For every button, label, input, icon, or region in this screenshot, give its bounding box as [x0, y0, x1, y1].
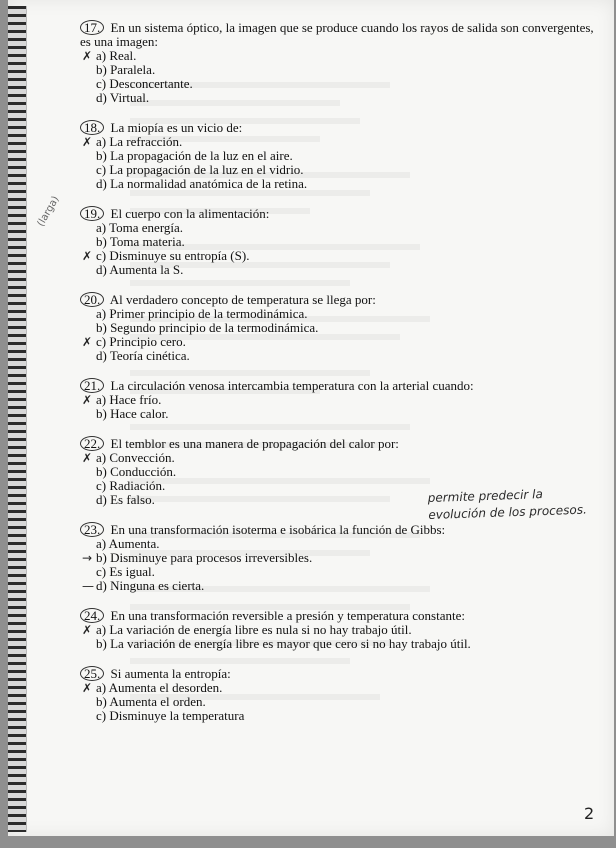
option-text: c) Es igual.	[96, 564, 155, 579]
option-text: d) La normalidad anatómica de la retina.	[96, 176, 308, 191]
answer-option	[96, 349, 600, 363]
question-text: El cuerpo con la alimentación:	[110, 206, 270, 221]
question-text: La circulación venosa intercambia temperatura con la arterial cuando:	[110, 378, 474, 393]
question-17	[80, 20, 600, 105]
option-text: b) Disminuye para procesos irreversibles.	[96, 550, 313, 565]
question-stem	[80, 206, 600, 221]
option-text: a) La variación de energía libre es nula si no hay trabajo útil.	[96, 622, 412, 637]
option-text: a) Convección.	[96, 450, 175, 465]
option-text: c) Principio cero.	[96, 334, 186, 349]
question-20	[80, 292, 600, 363]
question-number: 22.	[80, 436, 104, 451]
answer-option: ✗ a) Aumenta el desorden.	[82, 680, 223, 695]
answer-option	[96, 695, 600, 709]
question-19	[80, 206, 600, 277]
option-text: b) Segundo principio de la termodinámica.	[96, 320, 319, 335]
option-text: d) Teoría cinética.	[96, 348, 190, 363]
option-text: b) Aumenta el orden.	[96, 694, 206, 709]
answer-option: ✗ a) La variación de energía libre es nula si no hay trabajo útil.	[82, 622, 412, 637]
answer-option: → b) Disminuye para procesos irreversibles.	[82, 550, 313, 565]
answer-option	[96, 637, 600, 651]
answer-option	[96, 77, 600, 91]
question-number: 25.	[80, 666, 104, 681]
question-number: 19.	[80, 206, 104, 221]
answer-option	[96, 709, 600, 723]
answer-option	[96, 307, 600, 321]
question-stem	[80, 608, 600, 623]
question-stem	[80, 436, 600, 451]
answer-option: ✗ a) La refracción.	[82, 134, 183, 149]
question-stem	[80, 666, 600, 681]
question-23	[80, 522, 600, 593]
questions-list	[80, 20, 600, 738]
option-text: a) Real.	[96, 48, 137, 63]
question-25	[80, 666, 600, 723]
option-text: c) La propagación de la luz en el vidrio.	[96, 162, 304, 177]
option-text: a) Hace frío.	[96, 392, 162, 407]
answer-option: ✗ a) Convección.	[82, 450, 175, 465]
option-text: a) La refracción.	[96, 134, 183, 149]
option-text: b) Hace calor.	[96, 406, 169, 421]
question-number: 24.	[80, 608, 104, 623]
option-text: b) La propagación de la luz en el aire.	[96, 148, 293, 163]
option-text: c) Disminuye la temperatura	[96, 708, 245, 723]
answer-option	[96, 177, 600, 191]
option-text: c) Disminuye su entropía (S).	[96, 248, 250, 263]
option-text: a) Aumenta el desorden.	[96, 680, 223, 695]
spiral-binding	[8, 6, 27, 832]
question-text: En un sistema óptico, la imagen que se produce cuando los rayos de salida son convergentes, es una imagen:	[80, 20, 594, 49]
answer-option: — d) Ninguna es cierta.	[82, 578, 205, 593]
answer-option: ✗ c) Principio cero.	[82, 334, 186, 349]
question-stem	[80, 120, 600, 135]
option-text: b) Conducción.	[96, 464, 177, 479]
answer-option: ✗ c) Disminuye su entropía (S).	[82, 248, 250, 263]
question-text: Si aumenta la entropía:	[110, 666, 231, 681]
answer-option	[96, 149, 600, 163]
option-text: a) Aumenta.	[96, 536, 160, 551]
question-text: En una transformación reversible a presión y temperatura constante:	[110, 608, 465, 623]
answer-option	[96, 465, 600, 479]
answer-option: ✗ a) Hace frío.	[82, 392, 162, 407]
answer-option	[96, 407, 600, 421]
question-stem	[80, 378, 600, 393]
option-text: a) Primer principio de la termodinámica.	[96, 306, 308, 321]
answer-option	[96, 91, 600, 105]
question-number: 18.	[80, 120, 104, 135]
question-stem	[80, 522, 600, 537]
question-text: En una transformación isoterma e isobárica la función de Gibbs:	[110, 522, 446, 537]
question-text: La miopía es un vicio de:	[110, 120, 243, 135]
question-stem	[80, 20, 600, 49]
option-text: a) Toma energía.	[96, 220, 184, 235]
option-text: d) Ninguna es cierta.	[96, 578, 205, 593]
handwritten-note: permite predecir la evolución de los procesos.	[427, 487, 588, 523]
option-text: d) Virtual.	[96, 90, 150, 105]
answer-option: ✗ a) Real.	[82, 48, 137, 63]
question-number: 23.	[80, 522, 104, 537]
answer-option	[96, 221, 600, 235]
question-18	[80, 120, 600, 191]
option-text: c) Radiación.	[96, 478, 166, 493]
question-number: 21.	[80, 378, 104, 393]
question-number: 17.	[80, 20, 104, 35]
question-21	[80, 378, 600, 421]
question-24	[80, 608, 600, 651]
question-stem	[80, 292, 600, 307]
question-text: Al verdadero concepto de temperatura se llega por:	[109, 292, 376, 307]
answer-option	[96, 263, 600, 277]
option-text: c) Desconcertante.	[96, 76, 193, 91]
answer-option	[96, 163, 600, 177]
answer-option	[96, 565, 600, 579]
question-number: 20.	[80, 292, 104, 307]
notebook-page	[8, 0, 614, 836]
option-text: b) Toma materia.	[96, 234, 185, 249]
answer-option	[96, 235, 600, 249]
margin-scribble: (larga)	[35, 194, 62, 229]
answer-option	[96, 321, 600, 335]
option-text: b) La variación de energía libre es mayor que cero si no hay trabajo útil.	[96, 636, 471, 651]
answer-option	[96, 537, 600, 551]
option-text: d) Es falso.	[96, 492, 155, 507]
question-text: El temblor es una manera de propagación del calor por:	[110, 436, 399, 451]
page-number: 2	[584, 804, 595, 823]
option-text: b) Paralela.	[96, 62, 156, 77]
option-text: d) Aumenta la S.	[96, 262, 184, 277]
answer-option	[96, 63, 600, 77]
